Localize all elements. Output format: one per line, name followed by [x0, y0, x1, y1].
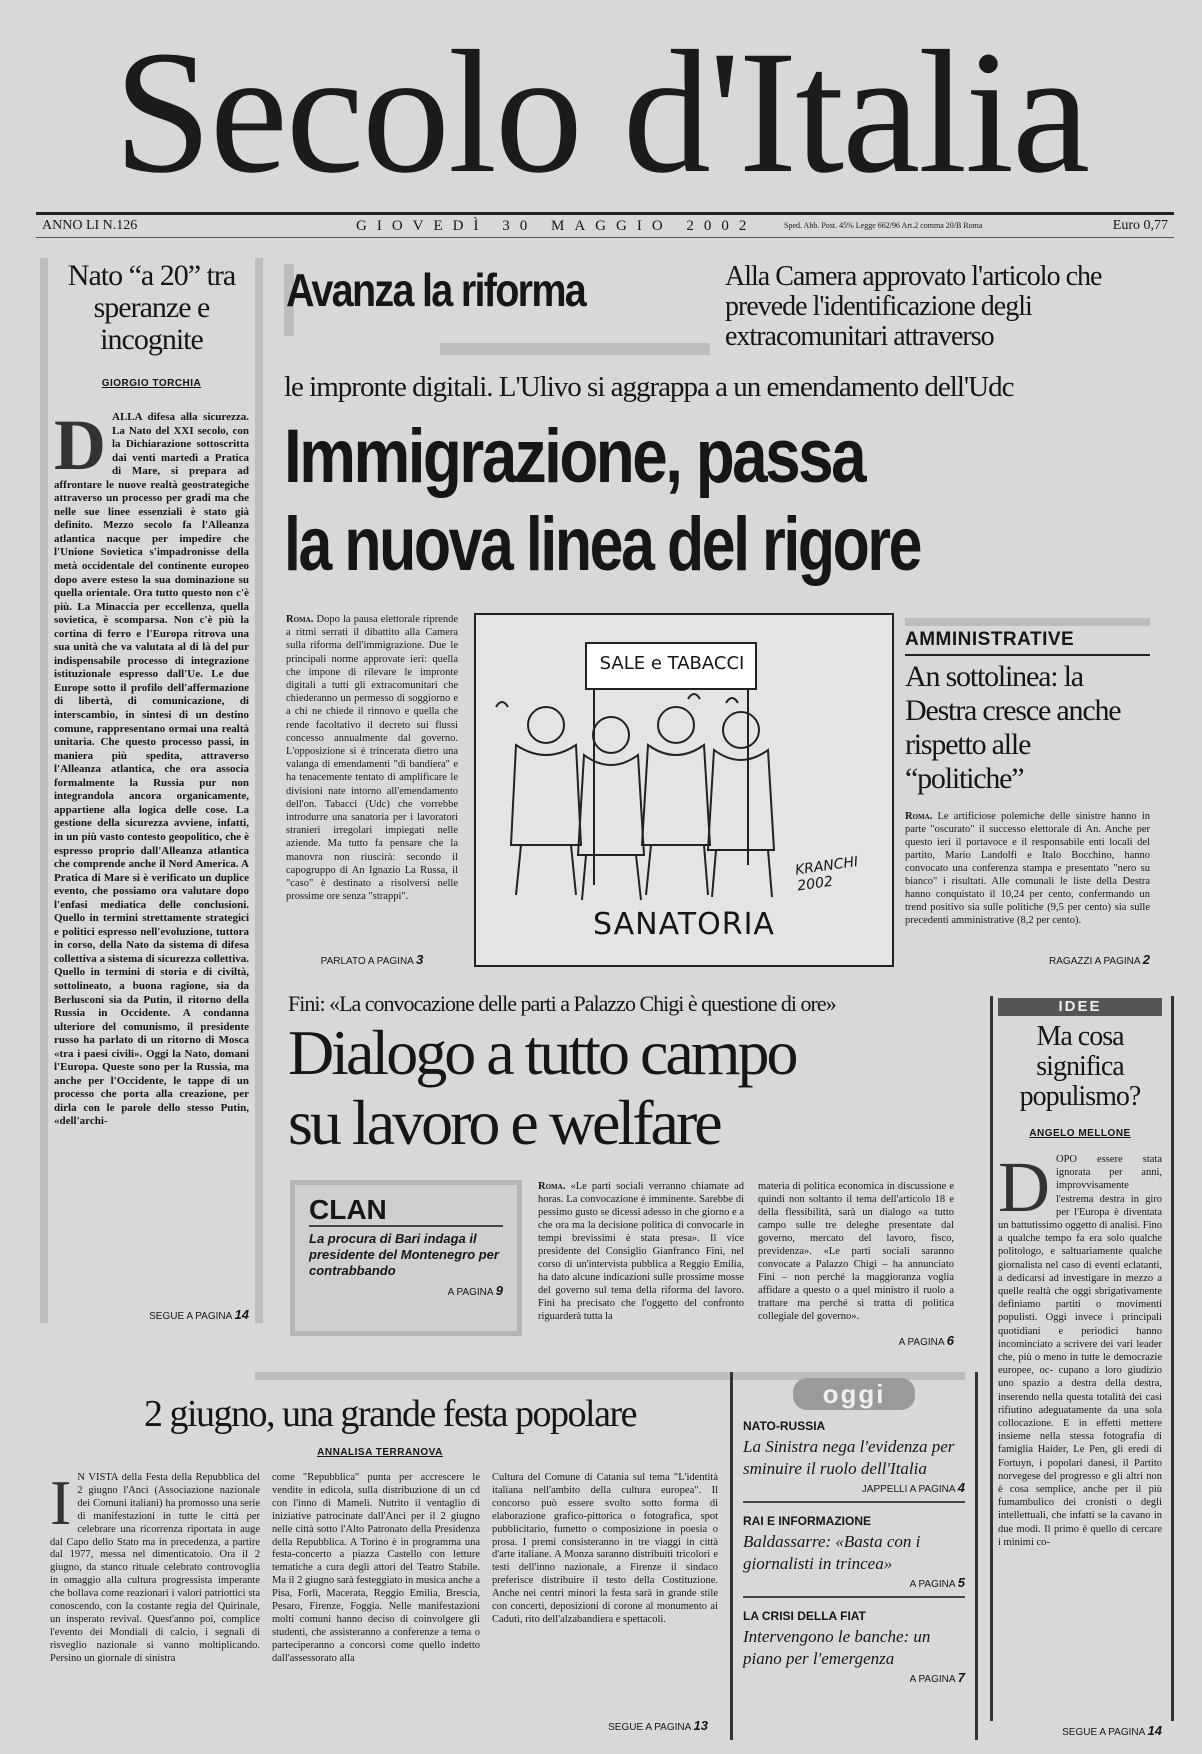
amministrative-title: An sottolinea: la Destra cresce anche rispetto alle “politiche”: [905, 660, 1121, 795]
oggi-item-1-jump-label: JAPPELLI A PAGINA: [861, 1484, 955, 1495]
oggi-item-1[interactable]: [743, 1416, 965, 1503]
nato-column-rule: [255, 258, 263, 1323]
oggi-item-3[interactable]: [743, 1606, 965, 1685]
oggi-item-3-text: Intervengono le banche: un piano per l'emergenza: [743, 1627, 931, 1668]
dialogo-jump-page: 6: [946, 1333, 954, 1348]
lead-kicker: Avanza la riforma: [286, 264, 586, 316]
dialogo-city: Roma.: [538, 1181, 566, 1192]
festa-jump[interactable]: [492, 1718, 708, 1733]
issue-date: GIOVEDÌ 30 MAGGIO 2002: [356, 218, 757, 234]
oggi-label-wrap: [743, 1378, 965, 1410]
oggi-item-1-text: La Sinistra nega l'evidenza per sminuire il ruolo dell'Italia: [743, 1437, 955, 1478]
nato-title: Nato “a 20” tra speranze e incognite: [67, 259, 236, 356]
nato-article: [54, 260, 249, 1322]
amministrative-article: [905, 626, 1150, 967]
lead-headline-2: la nuova linea del rigore: [284, 502, 921, 587]
lead-city: Roma.: [286, 614, 314, 625]
dialogo-headline-1: Dialogo a tutto campo: [288, 1017, 796, 1088]
masthead-title: Secolo d'Italia: [113, 15, 1089, 210]
idee-dropcap: D: [998, 1153, 1050, 1227]
idee-author: ANGELO MELLONE: [1029, 1128, 1131, 1139]
clan-title: CLAN: [309, 1195, 503, 1227]
idee-article: [998, 998, 1162, 1738]
idee-jump-page: 14: [1147, 1723, 1162, 1738]
clan-text: La procura di Bari indaga il presidente del Montenegro per contrabbando: [309, 1231, 499, 1278]
idee-body: [998, 1153, 1162, 1721]
amministrative-label: AMMINISTRATIVE: [905, 626, 1150, 656]
idee-title: Ma cosa significa populismo?: [1019, 1021, 1141, 1112]
oggi-item-2-kicker: RAI E INFORMAZIONE: [743, 1514, 871, 1528]
dialogo-headline-2: su lavoro e welfare: [288, 1087, 720, 1158]
lead-body-text: Dopo la pausa elettorale riprende a ritmi serrati il dibattito alla Camera sulla riforma dell'immigrazione. Due le principali norme approvate ieri: quella che impone di rilevare le impronte digitali a tutti gli extracomunitari che chiederanno un permesso di soggiorno e a chi ne chiede il rinnovo e quella che rende facoltativo il decreto sui flussi concesso annualmente dal governo. L'opposizione si è trincerata dietro una valanga di emendamenti "di bandiera" e ha tenacemente tentato di amplificare le divisioni nate intorno all'emendamento dell'on. Tabacci (Udc) che vorrebbe introdurre una sanatoria per i lavoratori stranieri irregolari impiegati nelle aziende. Ma tutto fa pensare che la manovra non riuscirà: secondo il capogruppo di An Ignazio La Russa, il "caso" è destinato a risolversi nelle prossime ore senza "strappi".: [286, 614, 458, 903]
lead-headline-1: Immigrazione, passa: [284, 414, 865, 499]
lead-body: [286, 613, 458, 948]
cartoon-sign: SALE e TABACCI: [599, 653, 745, 674]
price: Euro 0,77: [1112, 218, 1168, 233]
idee-jump-label: SEGUE A PAGINA: [1062, 1727, 1145, 1738]
dialogo-jump[interactable]: [758, 1333, 954, 1348]
dialogo-jump-label: A PAGINA: [898, 1337, 944, 1348]
nato-jump-label: SEGUE A PAGINA: [149, 1311, 232, 1322]
amministrative-body-text: Le artificiose polemiche delle sinistre hanno in parte "oscurato" il successo elettorale di An. Anche per questo ieri il portavoce e il responsabile enti locali del partito, Mario Landolfi e Italo Bocchino, hanno convocato una conferenza stampa e presentato "nero su bianco" i risultati. Alle comunali le liste della Destra hanno conquistato il 10,24 per cento, confermando un trend positivo sia sulle politiche (9,5 per cento) sia sulle precedenti amministrative (8,2 per cento).: [905, 811, 1150, 926]
nato-body: [54, 411, 249, 1301]
festa-col3: Cultura del Comune di Catania sul tema "L'identità italiana nell'ambito della cultura europea". Il concorso può essere svolto sotto forma di elaborazione grafico-pittorica o fotografica, spot pubblicitario, fumetto o composizione in poesia o prosa. I premi consisteranno in tre viaggi in città d'arte italiane. A Monza saranno distribuiti tricolori e testi dell'inno nazionale, a Firenze il sindaco preferisce distribuire il testo della Costituzione. Anche nei centri minori la festa sarà in grande stile con concerti, deposizioni di corone al monumento ai Caduti, rito dell'alzabandiera e spettacoli.: [492, 1472, 718, 1625]
nato-jump[interactable]: [54, 1307, 249, 1322]
idee-body-text: OPO essere stata ignorata per anni, improvvisamente l'estrema destra in giro per l'Europa è diventata un battutissimo oggetto di analisi. Fino a qualche tempo fa era solo qualche politologo, e saltuariamente qualche giornalista nel caso di eventi eclatanti, a dedicarsi ad investigare in mezzo a quelle realtà che oggi sbrigativamente definiamo partiti o movimenti populisti. Oggi invece i principali quotidiani e periodici hanno incominciato a scrivere dei vari leader che, più o meno in tutte le democrazie europee, oc- cupano a loro giudizio uno spazio a destra della destra, inserendo nella questa totalità dei casi rifiutino adeguatamente da una sola collocazione. E in effetti mettere insieme nella stessa fotografia di famiglia Haider, Le Pen, gli eredi di Fortuyn, i popolari danesi, il Partito norvegese del progresso e gli altri non è cosa semplice, anche per il più fumambulico dei cronisti o degli intellettuali, che infatti se la cavano in due modi. Il primo è quello di cercare i minimi co-: [998, 1154, 1162, 1548]
cartoon-caption: SANATORIA: [593, 907, 775, 942]
festa-title: 2 giugno, una grande festa popolare: [144, 1393, 636, 1435]
clan-jump-page: 9: [495, 1283, 503, 1298]
lead-jump-page: 3: [416, 952, 424, 967]
oggi-item-3-kicker: LA CRISI DELLA FIAT: [743, 1609, 866, 1623]
nato-jump-page: 14: [234, 1307, 249, 1322]
clan-box[interactable]: [290, 1180, 522, 1336]
oggi-item-1-jump: [743, 1480, 965, 1495]
festa-author: ANNALISA TERRANOVA: [317, 1447, 443, 1458]
postal-note: Sped. Abb. Post. 45% Legge 662/96 Art.2 comma 20/B Roma: [784, 221, 983, 230]
lead-deck-full: le impronte digitali. L'Ulivo si aggrappa a un emendamento dell'Udc: [284, 371, 1014, 403]
oggi-item-3-jump-label: A PAGINA: [909, 1674, 955, 1685]
oggi-item-2-jump: [743, 1575, 965, 1590]
nato-author: GIORGIO TORCHIA: [101, 378, 202, 389]
nato-dropcap: D: [54, 411, 106, 485]
festa-col1-text: N VISTA della Festa della Repubblica del 2 giugno l'Anci (Associazione nazionale dei Comuni italiani) ha promosso una serie di manifestazioni in tutte le città per celebrare una ricorrenza riportata in auge dal Capo dello Stato ma in precedenza, a partire dal 1977, messa nel dimenticatoio. Ora il 2 giugno, da stanco rituale celebrato controvoglia in omaggio alla cultura progressista imperante che bollava come reazionari i valori patriottici sta conoscendo, con la costante regia del Quirinale, un insperato revival. Quest'anno poi, complice l'evento dei Mondiali di calcio, i segnali di risveglio nazionale si vanno moltiplicando. Persino un giornale di sinistra: [50, 1472, 260, 1664]
dialogo-kicker: Fini: «La convocazione delle parti a Palazzo Chigi è questione di ore»: [288, 991, 836, 1016]
oggi-item-1-kicker: NATO-RUSSIA: [743, 1419, 826, 1433]
lead-jump-label: PARLATO A PAGINA: [320, 956, 414, 967]
oggi-item-3-jump: [743, 1670, 965, 1685]
oggi-item-1-page: 4: [957, 1480, 965, 1495]
amministrative-jump[interactable]: [905, 952, 1150, 967]
amministrative-jump-page: 2: [1142, 952, 1150, 967]
amministrative-top-bar: [905, 618, 1150, 626]
lead-jump[interactable]: [286, 952, 458, 967]
dialogo-col1: [538, 1180, 744, 1330]
nato-body-text: ALLA difesa alla sicurezza. La Nato del XXI secolo, con la Dichiarazione sottoscritta dai venti martedì a Pratica di Mare, si prepara ad affrontare le nuove realtà geostrategiche attraverso un processo per gradi ma che nelle sue linee essenziali è stato già definito. Mezzo secolo fa l'Alleanza atlantica nacque per impedire che l'Unione Sovietica s'impadronisse della metà occidentale del continente europeo dopo avere esteso la sua dominazione su quella orientale. Ora tutto questo non c'è più. La Minaccia per eccellenza, quella sovietica, è scomparsa. Non c'è più la cortina di ferro e l'Europa ritrova una sua unità che va valutata al di là del pur indispensabile processo di integrazione istituzionale espresso dall'Ue. Le due Europe sotto il profilo dell'affermazione di libertà, di comunicazione, di interscambio, in sintesi di un destino comune, rappresentano ormai una realtà unitaria. Che questo processo passi, in maniera più spedita, attraverso l'Alleanza atlantica, che ora associa formalmente la Russia pur non integrandola ancora organicamente, appartiene alla logica delle cose. La gestione della sicurezza avviene, infatti, in un più vasto contesto geopolitico, che è espresso proprio dall'Alleanza atlantica che comprende anche il Nord America. A Pratica di Mare si è verificato un duplice evento, che possiamo ora valutare dopo l'enfasi mediatica delle conclusioni. Quello in termini strettamente strategici e politici espresso nell'evoluzione, tuttora in corso, della Nato da sistema di difesa collettiva a sistema di sicurezza collettiva. Quello in termini di storia e di civiltà, sottolineato, a buona ragione, sia da Berlusconi sia da Putin, il ritorno della Russia in Occidente. A condanna ulteriore del comunismo, il presidente russo ha parlato di un ritorno di Mosca «tra i paesi civili». Oggi la Nato, domani l'Europa. Queste sono per la Russia, ma anche per l'Occidente, le tappe di un processo che porta alla creazione, per dirla con le parole dello stesso Putin, «dell'archi-: [54, 411, 249, 1128]
festa-jump-label: SEGUE A PAGINA: [608, 1722, 691, 1733]
issue-number: ANNO LI N.126: [42, 218, 138, 233]
lead-article: [286, 613, 458, 967]
festa-col2: come "Repubblica" punta per accrescere le vendite in edicola, sulla distribuzione di un cd con l'inno di Mameli. Nutrito il ventaglio di iniziative patrocinate dall'Anci per il 2 giugno nelle città sotto l'Alto Patronato della Presidenza della Repubblica. A Torino è in programma una festa-concerto a piazza Castello con letture tematiche a cura degli attori del Teatro Stabile. Ma il 2 giugno sarà festeggiato in musica anche a Pisa, Forlì, Macerata, Reggio Emilia, Brescia, Pesaro, Firenze, Foggia. Nelle manifestazioni molti comuni hanno deciso di coinvolgere gli studenti, che assisteranno a conferenze a tema o parteciperanno a concorsi come quello indetto dall'assessorato alla: [272, 1472, 480, 1664]
lead-kicker-underline: [440, 343, 710, 355]
oggi-item-2-text: Baldassarre: «Basta con i giornalisti in trincea»: [743, 1532, 921, 1573]
lead-deck-right: Alla Camera approvato l'articolo che prevede l'identificazione degli extracomunitari attraverso: [725, 261, 1102, 352]
cartoon: [474, 613, 894, 967]
amministrative-jump-label: RAGAZZI A PAGINA: [1049, 956, 1140, 967]
oggi-label: oggi: [793, 1378, 916, 1410]
oggi-box: [730, 1372, 978, 1740]
oggi-item-3-page: 7: [957, 1670, 965, 1685]
cartoon-signature: KRANCHI 2002: [794, 853, 860, 895]
oggi-item-2-jump-label: A PAGINA: [909, 1579, 955, 1590]
idee-jump[interactable]: [998, 1723, 1162, 1738]
festa-jump-page: 13: [693, 1718, 708, 1733]
dateline: [36, 212, 1174, 238]
nato-column-shade: [40, 258, 48, 1323]
festa-dropcap: I: [50, 1472, 72, 1538]
clan-jump-label: A PAGINA: [447, 1287, 493, 1298]
oggi-item-2-page: 5: [957, 1575, 965, 1590]
idee-label: IDEE: [998, 998, 1162, 1016]
amministrative-city: Roma.: [905, 811, 933, 822]
amministrative-body: [905, 810, 1150, 950]
oggi-item-2[interactable]: [743, 1511, 965, 1598]
dialogo-col1-text: «Le parti sociali verranno chiamate ad horas. La convocazione è imminente. Sarebbe di pessimo gusto se dicessi adesso in che giorno e a che ora ma la decisione politica di convocarle in tempi brevissimi è stata presa». Il vice presidente del Consiglio Gianfranco Fini, nel corso di un'intervista pubblica a Reggio Emilia, ha dato alcune indicazioni sulle prossime mosse del governo sul tema della riforma del lavoro. Fini ha precisato che l'oggetto del confronto riguarderà tutta la: [538, 1181, 744, 1322]
clan-jump: [309, 1283, 503, 1298]
dialogo-col2: materia di politica economica in discussione e quindi non soltanto il tema dell'articolo 18 e della flessibilità, sarà un dialogo «a tutto campo sulle tre deleghe presentate dal governo, mercato del lavoro, fisco, previdenza». «Le parti sociali saranno convocate a Palazzo Chigi – ha annunciato Fini – non perché la maggioranza voglia affidare a questo o a quel ministro il ruolo a trattare ma perché si tratta di politica collegiale del governo».: [758, 1181, 954, 1322]
festa-col1: [50, 1472, 260, 1722]
